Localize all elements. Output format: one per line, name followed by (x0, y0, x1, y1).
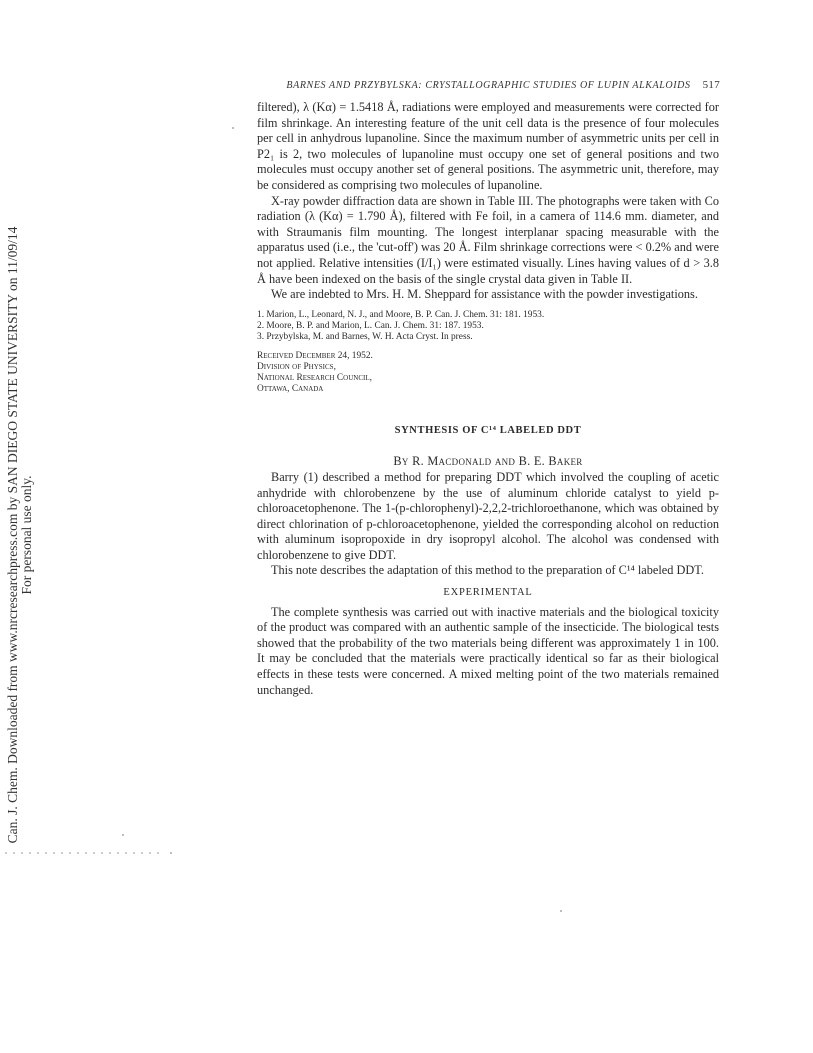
scan-noise (5, 852, 165, 854)
reference-item: 1. Marion, L., Leonard, N. J., and Moore, B. P. Can. J. Chem. 31: 181. 1953. (257, 309, 545, 320)
running-title: BARNES AND PRZYBYLSKA: CRYSTALLOGRAPHIC STUDIES OF LUPIN ALKALOIDS (286, 80, 691, 91)
scan-speck (232, 127, 234, 129)
scan-speck (560, 910, 562, 912)
reference-item: 3. Przybylska, M. and Barnes, W. H. Acta Cryst. In press. (257, 331, 473, 342)
watermark-line-2: For personal use only. (19, 475, 34, 595)
affiliation-council: National Research Council, (257, 372, 372, 383)
article2-paragraph-3: The complete synthesis was carried out with inactive materials and the biological toxicity of the product was compared with an authentic sample of the insecticide. The biological tests showed that the probability of the two materials being different was approximately 1 in 100. It may be concluded that the materials were practically identical so far as their biological effects in these tests were concerned. A mixed melting point of the two materials remained unchanged. (257, 604, 719, 697)
download-watermark (0, 0, 40, 1053)
page-body (257, 100, 719, 698)
reference-list (257, 310, 719, 343)
article2-paragraph-1: Barry (1) described a method for preparing DDT which involved the coupling of acetic anhydride with chlorobenzene by the use of aluminum chloride catalyst to yield p-chloroacetophenone. The 1-(p-chlorophenyl)-2,2,2-trichloroethanone, which was obtained by direct chlorination of p-chloroacetophenone, yielded the corresponding alcohol on reduction with aluminum isopropoxide in dry isopropyl alcohol. The alcohol was condensed with chlorobenzene to give DDT. (257, 469, 719, 562)
watermark-text (6, 227, 34, 844)
article2-paragraph-2: This note describes the adaptation of this method to the preparation of C¹⁴ labeled DDT. (271, 563, 704, 578)
received-affiliation (257, 351, 719, 395)
page-number: 517 (702, 79, 720, 91)
article1-paragraph-2: X-ray powder diffraction data are shown in Table III. The photographs were taken with Co radiation (λ (Kα) = 1.790 Å), filtered with Fe foil, in a camera of 114.6 mm. diameter, and with Straumanis film mounting. The longest interplanar spacing measurable with the apparatus used (i.e., the 'cut-off') was 20 Å. Film shrinkage corrections were < 0.2% and were not applied. Relative intensities (I/I₁) were estimated visually. Lines having values of d > 3.8 Å have been indexed on the basis of the single crystal data given in Table II. (257, 193, 719, 286)
watermark-line-1: Can. J. Chem. Downloaded from www.nrcresearchpress.com by SAN DIEGO STATE UNIVERSITY on 11/09/14 (5, 226, 20, 844)
scan-speck (170, 852, 172, 854)
article2-authors: By R. Macdonald and B. E. Baker (393, 454, 583, 469)
affiliation-city: Ottawa, Canada (257, 383, 324, 394)
section-heading-experimental: EXPERIMENTAL (443, 587, 533, 599)
article1-paragraph-3: We are indebted to Mrs. H. M. Sheppard for assistance with the powder investigations. (271, 287, 698, 302)
affiliation-division: Division of Physics, (257, 361, 336, 372)
running-header (258, 79, 720, 91)
article1-paragraph-1: filtered), λ (Kα) = 1.5418 Å, radiations were employed and measurements were corrected for film shrinkage. An interesting feature of the unit cell data is the presence of four molecules per cell in anhydrous lupanoline. Since the maximum number of asymmetric units per cell in P2₁ is 2, two molecules of lupanoline must occupy one set of general positions and two molecules must occupy another set of general positions. The asymmetric unit, therefore, may be considered as comprising two molecules of lupanoline. (257, 100, 719, 192)
reference-item: 2. Moore, B. P. and Marion, L. Can. J. Chem. 31: 187. 1953. (257, 320, 484, 331)
article2-title: SYNTHESIS OF C¹⁴ LABELED DDT (394, 424, 582, 436)
received-date: Received December 24, 1952. (257, 350, 373, 361)
scan-speck (122, 834, 124, 836)
